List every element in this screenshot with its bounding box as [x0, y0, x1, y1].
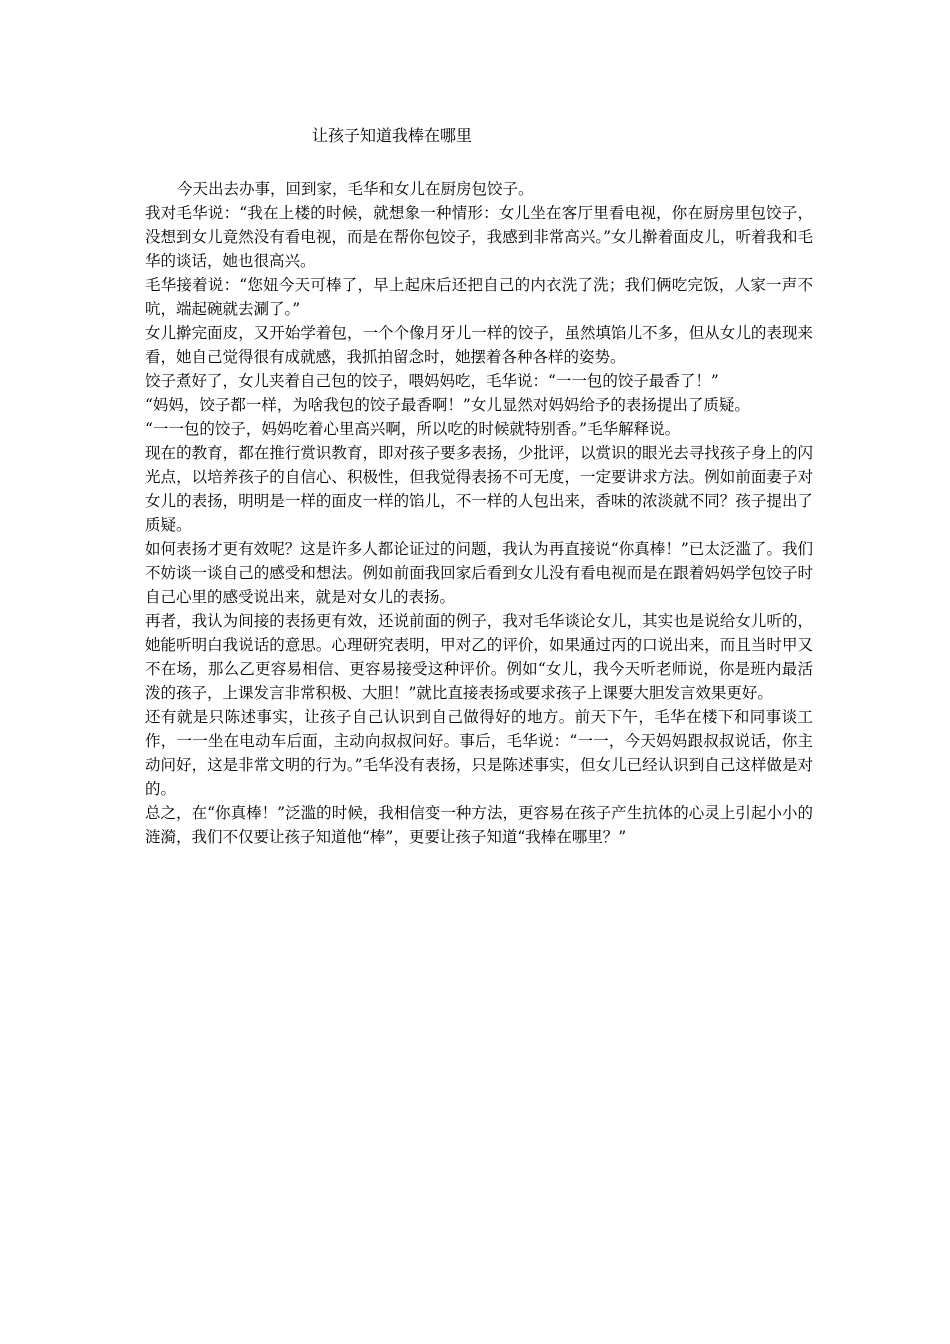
paragraph: 还有就是只陈述事实，让孩子自己认识到自己做得好的地方。前天下午，毛华在楼下和同事谈工作，一一坐在电动车后面，主动向叔叔问好。事后，毛华说：“一一，今天妈妈跟叔叔说话，你主动问好，这是非常文明的行为。”毛华没有表扬，只是陈述事实，但女儿已经认识到自己这样做是对的。 [145, 708, 813, 798]
paragraph: 再者，我认为间接的表扬更有效，还说前面的例子，我对毛华谈论女儿，其实也是说给女儿听的，她能听明白我说话的意思。心理研究表明，甲对乙的评价，如果通过丙的口说出来，而且当时甲又不在场，那么乙更容易相信、更容易接受这种评价。例如“女儿，我今天听老师说，你是班内最活泼的孩子，上课发言非常积极、大胆！”就比直接表扬或要求孩子上课要大胆发言效果更好。 [145, 612, 813, 702]
paragraph: 毛华接着说：“您妞今天可棒了，早上起床后还把自己的内衣洗了洗；我们俩吃完饭，人家一声不吭，端起碗就去涮了。” [145, 276, 813, 318]
paragraph: 如何表扬才更有效呢？这是许多人都论证过的问题，我认为再直接说“你真棒！”已太泛滥了。我们不妨谈一谈自己的感受和想法。例如前面我回家后看到女儿没有看电视而是在跟着妈妈学包饺子时自己心里的感受说出来，就是对女儿的表扬。 [145, 540, 813, 606]
paragraph: 现在的教育，都在推行赏识教育，即对孩子要多表扬，少批评，以赏识的眼光去寻找孩子身上的闪光点，以培养孩子的自信心、积极性，但我觉得表扬不可无度，一定要讲求方法。例如前面妻子对女儿的表扬，明明是一样的面皮一样的馅儿，不一样的人包出来，香味的浓淡就不同？孩子提出了质疑。 [145, 444, 813, 534]
document-body [145, 177, 813, 849]
paragraph: 我对毛华说：“我在上楼的时候，就想象一种情形：女儿坐在客厅里看电视，你在厨房里包饺子，没想到女儿竟然没有看电视，而是在帮你包饺子，我感到非常高兴。”女儿擀着面皮儿，听着我和毛华的谈话，她也很高兴。 [145, 204, 813, 270]
paragraph: 饺子煮好了，女儿夹着自己包的饺子，喂妈妈吃，毛华说：“一一包的饺子最香了！” [145, 372, 719, 390]
paragraph: 总之，在“你真棒！”泛滥的时候，我相信变一种方法，更容易在孩子产生抗体的心灵上引起小小的涟漪，我们不仅要让孩子知道他“棒”，更要让孩子知道“我棒在哪里？” [145, 804, 813, 846]
paragraph: “一一包的饺子，妈妈吃着心里高兴啊，所以吃的时候就特别香。”毛华解释说。 [145, 420, 681, 438]
paragraph: 今天出去办事，回到家，毛华和女儿在厨房包饺子。 [177, 180, 534, 198]
paragraph: “妈妈，饺子都一样，为啥我包的饺子最香啊！”女儿显然对妈妈给予的表扬提出了质疑。 [145, 396, 750, 414]
document-title: 让孩子知道我棒在哪里 [312, 126, 473, 145]
paragraph: 女儿擀完面皮，又开始学着包，一个个像月牙儿一样的饺子，虽然填馅儿不多，但从女儿的表现来看，她自己觉得很有成就感，我抓拍留念时，她摆着各种各样的姿势。 [145, 324, 813, 366]
